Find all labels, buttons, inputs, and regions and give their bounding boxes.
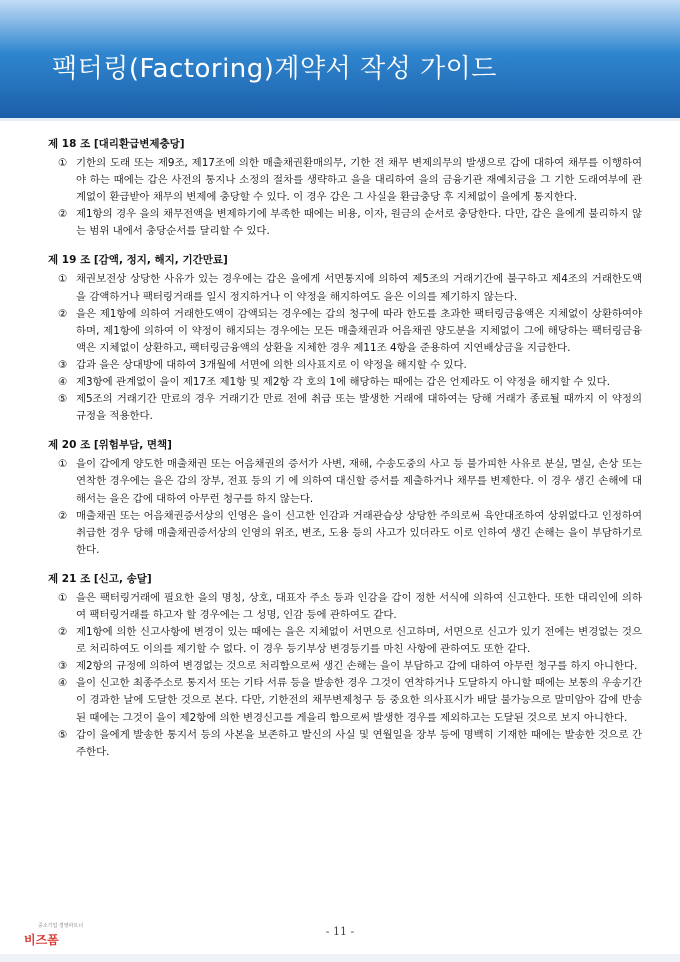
clause-number: ① xyxy=(58,273,68,286)
clause-text: 기한의 도래 또는 제9조, 제17조에 의한 매출채권환매의무, 기한 전 채무 변제의무의 발생으로 갑에 대하여 채무를 이행하여야 하는 때에는 갑은 사전의 통지나 소정의 절차를 생략하고 을을 대리하여 을의 금융기관 재예치금을 그 기한 도래여부에 관계없이 환급받아 채무의 변제에 충당할 수 있다. 이 경우 갑은 그 사실을 환급충당 후 지체없이 을에게 통지한다. xyxy=(76,157,642,204)
clause-text: 매출채권 또는 어음채권증서상의 인영은 을이 신고한 인감과 거래관습상 상당한 주의로써 육안대조하여 상위없다고 인정하여 취급한 경우 당해 매출채권증서상의 인영의 위조, 변조, 도용 등의 사고가 있더라도 이로 인하여 생긴 손해는 을이 부담하기로 한다. xyxy=(76,509,642,556)
document-body xyxy=(48,137,642,774)
clause-number: ④ xyxy=(58,376,68,389)
clause-number: ④ xyxy=(58,677,68,690)
clause-number: ② xyxy=(58,208,68,221)
clause-item xyxy=(48,727,642,761)
page-header-banner xyxy=(0,0,680,118)
clause-number: ③ xyxy=(58,660,68,673)
clause-text: 을이 신고한 최종주소로 통지서 또는 기타 서류 등을 발송한 경우 그것이 연착하거나 도달하지 아니할 때에는 보통의 우송기간이 경과한 날에 도달한 것으로 본다. 다만, 기한전의 채무변제청구 등 중요한 의사표시가 배달 불가능으로 말미암아 갑에 반송된 때에는 그것이 을이 제2항에 의한 변경신고를 게을리 함으로써 발생한 경우를 제외하고는 도달된 것으로 보지 아니한다. xyxy=(76,677,642,724)
clause-number: ① xyxy=(58,157,68,169)
clause-text: 을은 제1항에 의하여 거래한도액이 감액되는 경우에는 갑의 청구에 따라 한도를 초과한 팩터링금융액은 지체없이 상환하여야 하며, 제1항에 의하여 이 약정이 해지되는 경우에는 모든 매출채권과 어음채권 양도분을 지체없이 그에 해당하는 팩터링금융액은 지체없이 상환하고, 팩터링금융액의 상환을 지체한 경우 제11조 4항을 준용하여 지연배상금을 지급한다. xyxy=(76,307,642,354)
clause-item xyxy=(48,391,642,425)
article-heading: 제 18 조 [대리환급변제충당] xyxy=(48,138,185,150)
logo-tagline: 중소기업 경영파트너 xyxy=(38,923,84,929)
footer-bar xyxy=(0,954,680,962)
clause-item xyxy=(48,206,642,240)
clause-number: ③ xyxy=(58,358,68,371)
article-section xyxy=(48,137,642,240)
clause-text: 을은 팩터링거래에 필요한 을의 명칭, 상호, 대표자 주소 등과 인감을 갑이 정한 서식에 의하여 신고한다. 또한 대리인에 의하여 팩터링거래를 하고자 할 경우에는 그 성명, 인감 등에 관하여도 같다. xyxy=(76,591,642,621)
clause-number: ⑤ xyxy=(58,393,68,406)
clause-text: 을이 갑에게 양도한 매출채권 또는 어음채권의 증서가 사변, 재해, 수송도중의 사고 등 불가피한 사유로 분실, 멸실, 손상 또는 연착한 경우에는 을은 갑의 장부, 전표 등의 기 에 의하여 대신할 증서를 제출하거나 채무를 변제한다. 이 경우 생긴 손해에 대해서는 을은 갑에 대하여 아무런 청구를 하지 않는다. xyxy=(76,458,642,505)
clause-item xyxy=(48,658,642,675)
article-heading: 제 21 조 [신고, 송달] xyxy=(48,572,152,585)
clause-text: 갑이 을에게 발송한 통지서 등의 사본을 보존하고 발신의 사실 및 연월일을 장부 등에 명백히 기재한 때에는 발송한 것으로 간주한다. xyxy=(76,728,642,758)
clause-text: 제1항에 의한 신고사항에 변경이 있는 때에는 을은 지체없이 서면으로 신고하며, 서면으로 신고가 있기 전에는 변경없는 것으로 처리하여도 이의를 제기할 수 없다. 이 경우 등기부상 변경등기를 마친 사항에 관하여도 또한 같다. xyxy=(76,626,642,656)
document-title: 팩터링(Factoring)계약서 작성 가이드 xyxy=(52,54,497,84)
clause-number: ① xyxy=(58,591,68,604)
clause-number: ② xyxy=(58,626,68,639)
header-divider xyxy=(0,118,680,121)
clause-item xyxy=(48,374,642,391)
article-section xyxy=(48,438,642,559)
clause-item xyxy=(48,456,642,507)
clause-text: 제1항의 경우 을의 채무전액을 변제하기에 부족한 때에는 비용, 이자, 원금의 순서로 충당한다. 다만, 갑은 을에게 불리하지 않는 범위 내에서 충당순서를 달리할 수 있다. xyxy=(76,208,642,238)
clause-number: ① xyxy=(58,458,68,471)
clause-number: ⑤ xyxy=(58,728,68,741)
clause-text: 제3항에 관계없이 을이 제17조 제1항 및 제2항 각 호의 1에 해당하는 때에는 갑은 언제라도 이 약정을 해지할 수 있다. xyxy=(76,376,611,389)
article-section xyxy=(48,572,642,761)
clause-item xyxy=(48,271,642,305)
clause-item xyxy=(48,357,642,374)
article-section xyxy=(48,253,642,425)
clause-text: 갑과 을은 상대방에 대하여 3개월에 서면에 의한 의사표지로 이 약정을 해지할 수 있다. xyxy=(76,358,467,371)
clause-item xyxy=(48,155,642,206)
logo-text: 비즈폼 xyxy=(24,933,59,947)
clause-item xyxy=(48,675,642,726)
clause-item xyxy=(48,590,642,624)
clause-text: 채권보전상 상당한 사유가 있는 경우에는 갑은 을에게 서면통지에 의하여 제5조의 거래기간에 불구하고 제4조의 거래한도액을 감액하거나 팩터링거래를 일시 정지하거나 이 약정을 해지하여도 을은 이의를 제기하지 않는다. xyxy=(76,273,642,303)
article-heading: 제 19 조 [감액, 정지, 해지, 기간만료] xyxy=(48,254,228,267)
page-number: - 11 - xyxy=(325,925,355,938)
clause-number: ② xyxy=(58,509,68,522)
clause-text: 제5조의 거래기간 만료의 경우 거래기간 만료 전에 취급 또는 발생한 거래에 대하여는 당해 거래가 종료될 때까지 이 약정의 규정을 적용한다. xyxy=(76,393,642,423)
clause-text: 제2항의 규정에 의하여 변경없는 것으로 처리함으로써 생긴 손해는 을이 부담하고 갑에 대하여 아무런 청구를 하지 아니한다. xyxy=(76,660,638,673)
clause-item xyxy=(48,508,642,559)
article-heading: 제 20 조 [위험부담, 면책] xyxy=(48,439,172,452)
clause-item xyxy=(48,306,642,357)
clause-item xyxy=(48,624,642,658)
clause-number: ② xyxy=(58,307,68,320)
